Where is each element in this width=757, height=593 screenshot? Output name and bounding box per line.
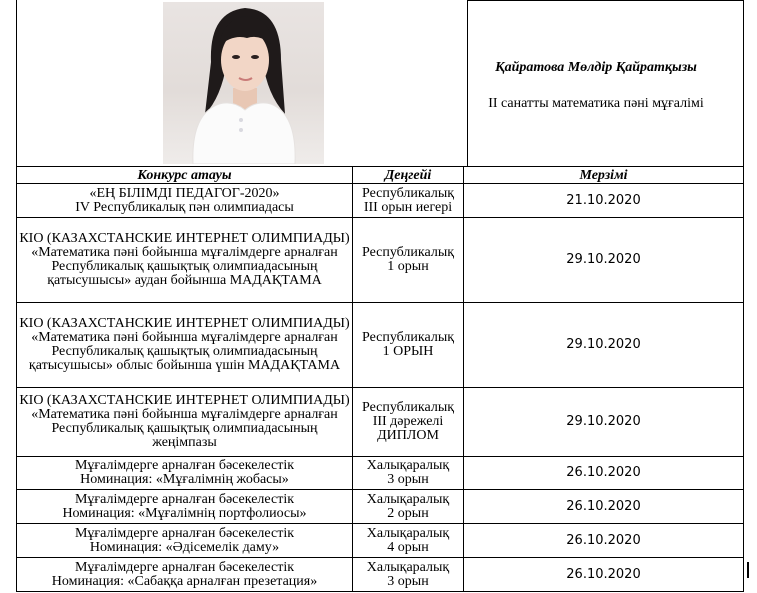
header-right-border xyxy=(743,0,744,167)
date-cell: 29.10.2020 xyxy=(464,388,744,457)
level-cell: Республикалық III дәрежелі ДИПЛОМ xyxy=(353,388,464,457)
contest-cell: Мұғалімдерге арналған бәсекелестік Номинация: «Сабаққа арналған презетация» xyxy=(17,558,353,592)
contest-cell: КІО (КАЗАХСТАНСКИЕ ИНТЕРНЕТ ОЛИМПИАДЫ) «Математика пәні бойынша мұғалімдерге арналған Республикалық қашықтық олимпиадасының жеңімпазы xyxy=(17,388,353,457)
header-contest: Конкурс атауы xyxy=(17,167,353,184)
contest-cell: КІО (КАЗАХСТАНСКИЕ ИНТЕРНЕТ ОЛИМПИАДЫ) «Математика пәні бойынша мұғалімдерге арналған Республикалық қашықтық олимпиадасының қатысушысы» облыс бойынша үшін МАДАҚТАМА xyxy=(17,303,353,388)
level-cell: Республикалық 1 орын xyxy=(353,218,464,303)
teacher-photo xyxy=(163,2,324,164)
date-cell: 21.10.2020 xyxy=(464,184,744,218)
level-cell: Халықаралық 4 орын xyxy=(353,524,464,558)
teacher-position: II санатты математика пәні мұғалімі xyxy=(488,96,704,111)
table-row xyxy=(17,490,744,524)
contest-cell: Мұғалімдерге арналған бәсекелестік Номинация: «Әдісемелік даму» xyxy=(17,524,353,558)
header-date: Мерзімі xyxy=(464,167,744,184)
level-cell: Республикалық III орын иегері xyxy=(353,184,464,218)
contest-cell: КІО (КАЗАХСТАНСКИЕ ИНТЕРНЕТ ОЛИМПИАДЫ) «Математика пәні бойынша мұғалімдерге арналған Республикалық қашықтық олимпиадасының қатысушысы» аудан бойынша МАДАҚТАМА xyxy=(17,218,353,303)
header-left-border xyxy=(16,0,17,167)
table-row xyxy=(17,218,744,303)
contest-cell: Мұғалімдерге арналған бәсекелестік Номинация: «Мұғалімнің портфолиосы» xyxy=(17,490,353,524)
table-row xyxy=(17,457,744,490)
date-cell: 26.10.2020 xyxy=(464,524,744,558)
table-row xyxy=(17,558,744,592)
teacher-info xyxy=(466,60,726,112)
text-cursor xyxy=(747,562,749,578)
table-header-row xyxy=(17,167,744,184)
teacher-name: Қайратова Мөлдір Қайратқызы xyxy=(495,60,697,75)
date-cell: 29.10.2020 xyxy=(464,218,744,303)
date-cell: 29.10.2020 xyxy=(464,303,744,388)
table-row xyxy=(17,184,744,218)
contest-cell: Мұғалімдерге арналған бәсекелестік Номинация: «Мұғалімнің жобасы» xyxy=(17,457,353,490)
level-cell: Республикалық 1 ОРЫН xyxy=(353,303,464,388)
table-row xyxy=(17,524,744,558)
contest-cell: «ЕҢ БІЛІМДІ ПЕДАГОГ-2020» IV Республикалық пән олимпиадасы xyxy=(17,184,353,218)
level-cell: Халықаралық 2 орын xyxy=(353,490,464,524)
date-cell: 26.10.2020 xyxy=(464,558,744,592)
contest-table xyxy=(16,166,744,592)
date-cell: 26.10.2020 xyxy=(464,457,744,490)
table-row xyxy=(17,303,744,388)
date-cell: 26.10.2020 xyxy=(464,490,744,524)
level-cell: Халықаралық 3 орын xyxy=(353,558,464,592)
header-top-border xyxy=(467,0,744,1)
table-row xyxy=(17,388,744,457)
header-level: Деңгейі xyxy=(353,167,464,184)
level-cell: Халықаралық 3 орын xyxy=(353,457,464,490)
